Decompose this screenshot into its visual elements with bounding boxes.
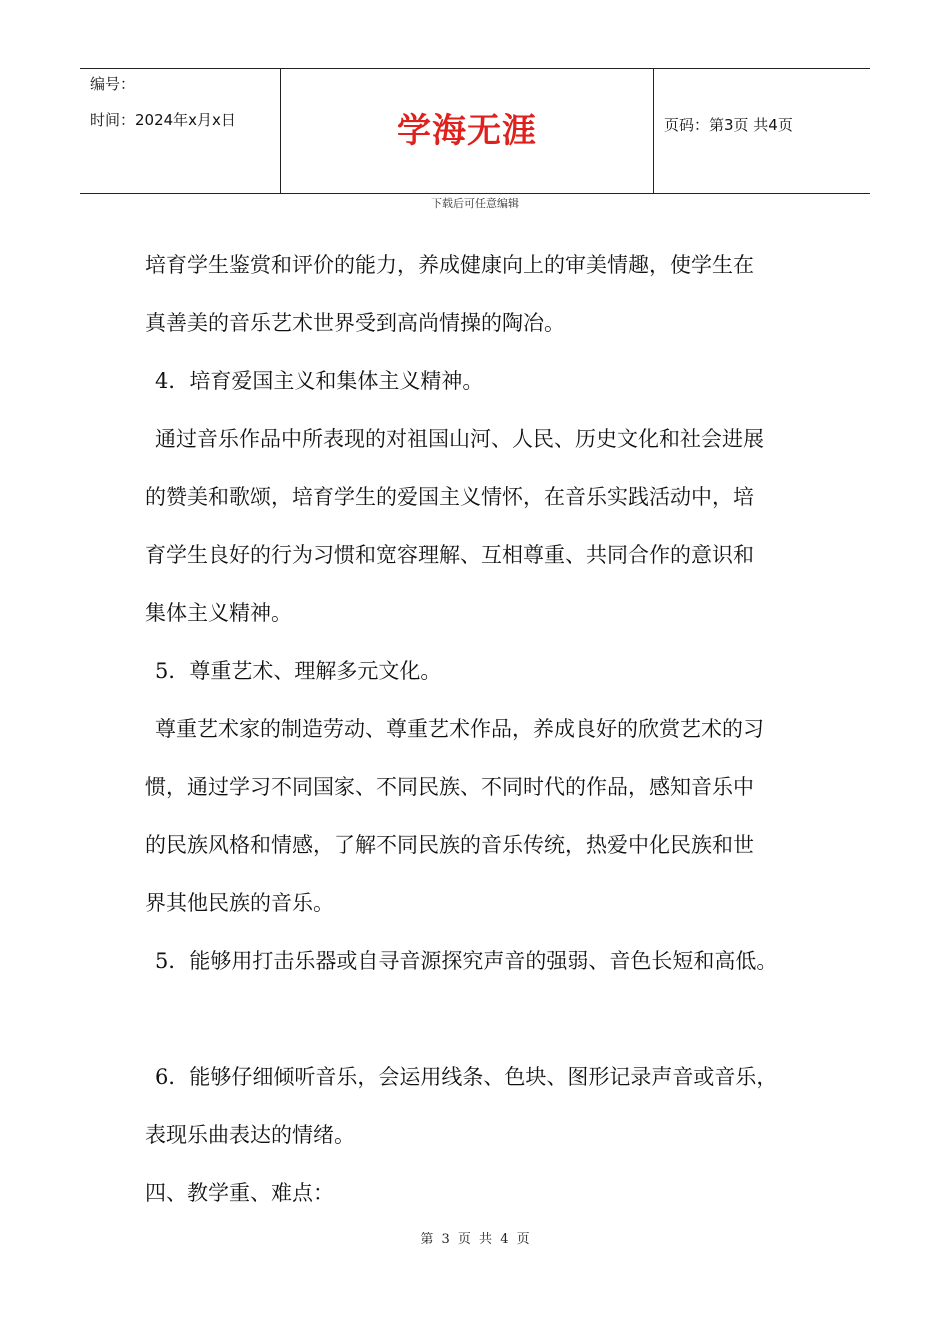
section-heading: 4．培育爱国主义和集体主义精神。 <box>155 369 484 393</box>
list-item: 5．能够用打击乐器或自寻音源探究声音的强弱、音色长短和高低。 <box>155 949 778 973</box>
page-footer: 第 3 页 共 4 页 <box>420 1232 530 1247</box>
paragraph-line: 惯，通过学习不同国家、不同民族、不同时代的作品，感知音乐中 <box>145 775 754 799</box>
list-item: 6．能够仔细倾听音乐，会运用线条、色块、图形记录声音或音乐， <box>155 1065 778 1089</box>
paragraph-line: 真善美的音乐艺术世界受到高尚情操的陶冶。 <box>145 311 565 335</box>
paragraph-line: 的民族风格和情感，了解不同民族的音乐传统，热爱中化民族和世 <box>145 833 754 857</box>
document-header <box>80 68 870 194</box>
paragraph-line: 集体主义精神。 <box>145 601 292 625</box>
document-body <box>145 236 845 1222</box>
header-middle-cell <box>281 69 654 193</box>
download-note: 下载后可任意编辑 <box>431 197 519 210</box>
paragraph-line: 培育学生鉴赏和评价的能力，养成健康向上的审美情趣，使学生在 <box>145 253 754 277</box>
header-left-cell <box>80 69 281 193</box>
paragraph-spacer <box>145 990 845 1048</box>
paragraph-line: 的赞美和歌颂，培育学生的爱国主义情怀，在音乐实践活动中，培 <box>145 485 754 509</box>
header-right-cell <box>654 69 870 193</box>
paragraph-line: 通过音乐作品中所表现的对祖国山河、人民、历史文化和社会进展 <box>155 427 764 451</box>
paragraph-line: 尊重艺术家的制造劳动、尊重艺术作品，养成良好的欣赏艺术的习 <box>155 717 764 741</box>
document-time-label: 时间：2024年x月x日 <box>90 111 236 129</box>
paragraph-line: 表现乐曲表达的情绪。 <box>145 1123 355 1147</box>
document-number-label: 编号： <box>90 75 136 93</box>
page-number-label: 页码：第3页 共4页 <box>664 116 793 134</box>
paragraph-line: 育学生良好的行为习惯和宽容理解、互相尊重、共同合作的意识和 <box>145 543 754 567</box>
brand-title: 学海无涯 <box>397 111 537 151</box>
section-heading: 四、教学重、难点： <box>145 1181 334 1205</box>
paragraph-line: 界其他民族的音乐。 <box>145 891 334 915</box>
section-heading: 5．尊重艺术、理解多元文化。 <box>155 659 442 683</box>
